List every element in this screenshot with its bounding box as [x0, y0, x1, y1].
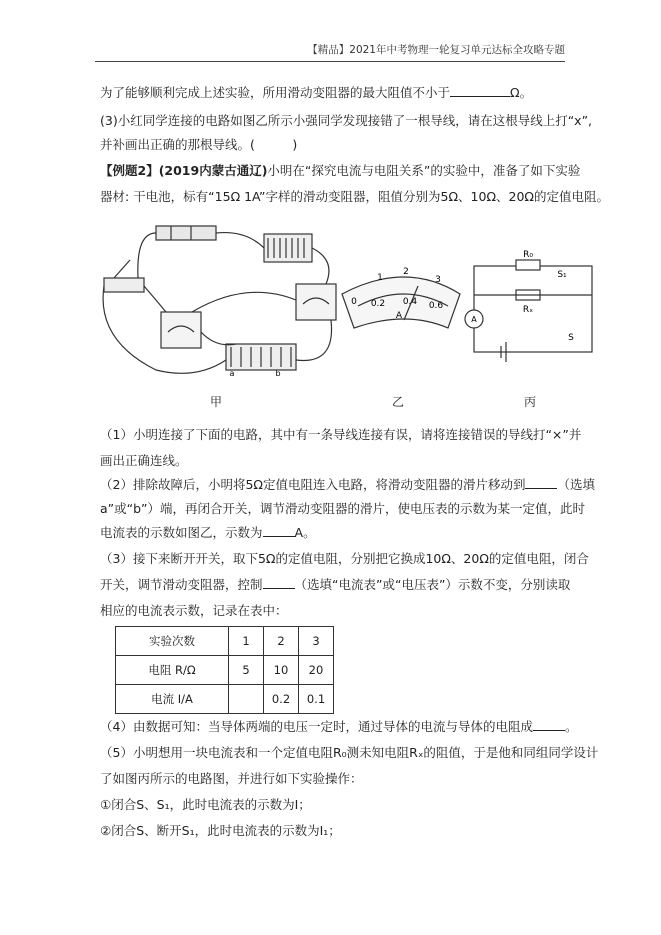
text-span: （4）由数据可知：当导体两端的电压一定时，通过导体的电流与导体的电阻成	[100, 719, 533, 734]
question-2b: a”或“b”）端，再闭合开关，调节滑动变阻器的滑片，使电压表的示数为某一定值，此时	[100, 501, 586, 516]
text-span: Ω。	[510, 85, 533, 100]
text-span: 小明在“探究电流与电阻关系”的实验中，准备了如下实验	[267, 163, 581, 178]
battery-icon	[156, 226, 216, 240]
dial-tick-bottom-3: 0.6	[428, 301, 444, 311]
label-ammeter: A	[471, 315, 477, 324]
dial-tick-bottom-0: 0	[351, 297, 357, 307]
answer-blank	[525, 476, 557, 489]
answer-blank	[450, 84, 510, 97]
question-3c: 相应的电流表示数，记录在表中：	[100, 603, 288, 618]
table-cell: 3	[299, 627, 334, 656]
example-line	[100, 162, 580, 180]
question-2c	[100, 524, 316, 542]
text-span: （2）排除故障后，小明将5Ω定值电阻连入电路，将滑动变阻器的滑片移动到	[100, 477, 526, 492]
question-5a: （5）小明想用一块电流表和一个定值电阻R₀测未知电阻Rₓ的阻值，于是他和同组同学设计	[100, 745, 599, 760]
text-span: 。	[564, 719, 578, 734]
table-cell: 10	[264, 656, 299, 685]
text-line-1	[100, 84, 532, 102]
voltmeter-icon	[296, 284, 336, 320]
answer-blank	[533, 718, 565, 731]
figure-label-yi: 乙	[392, 395, 405, 409]
text-line-2: (3)小红同学连接的电路如图乙所示小强同学发现接错了一根导线，请在这根导线上打“x”,	[100, 113, 593, 128]
switch-icon	[104, 278, 144, 292]
label-rx: Rₓ	[522, 305, 534, 315]
step-1: ①闭合S、S₁，此时电流表的示数为I；	[100, 797, 311, 812]
table-cell: 0.1	[299, 685, 334, 714]
step-2: ②闭合S、断开S₁，此时电流表的示数为I₁；	[100, 823, 341, 838]
table-row	[116, 656, 334, 685]
figure-label-jia: 甲	[210, 395, 223, 409]
question-5b: 了如图丙所示的电路图，并进行如下实验操作：	[100, 771, 363, 786]
text-span: （选填	[557, 477, 595, 492]
dial-tick-top-2: 2	[403, 267, 409, 277]
dial-tick-bottom-2: 0.4	[402, 297, 418, 307]
text-span: A。	[294, 525, 316, 540]
table-cell: 20	[299, 656, 334, 685]
text-line-3: 并补画出正确的那根导线。( )	[100, 137, 298, 152]
table-cell: 电流 I/A	[116, 685, 229, 714]
table-cell	[229, 685, 264, 714]
label-s: S	[568, 333, 574, 343]
text-line-5: 器材: 干电池，标有“15Ω 1A”字样的滑动变阻器，阻值分别为5Ω、10Ω、20Ω的定值电阻。	[100, 189, 609, 204]
table-row	[116, 627, 334, 656]
dial-tick-top-3: 3	[435, 275, 441, 285]
table-cell: 实验次数	[116, 627, 229, 656]
text-span: 电流表的示数如图乙，示数为	[100, 525, 263, 540]
label-b: b	[275, 369, 281, 378]
figure-label-bing: 丙	[524, 395, 537, 409]
table-row	[116, 685, 334, 714]
text-span: 为了能够顺利完成上述实验，所用滑动变阻器的最大阻值不小于	[100, 85, 451, 100]
answer-blank	[263, 576, 295, 589]
table-cell: 2	[264, 627, 299, 656]
label-r0: R₀	[523, 250, 533, 260]
table-cell: 电阻 R/Ω	[116, 656, 229, 685]
label-s1: S₁	[557, 270, 567, 280]
table-cell: 0.2	[264, 685, 299, 714]
table-cell: 5	[229, 656, 264, 685]
question-3b	[100, 576, 570, 594]
text-span: 开关，调节滑动变阻器，控制	[100, 577, 263, 592]
question-1b: 画出正确连线。	[100, 453, 188, 468]
table-cell: 1	[229, 627, 264, 656]
rheostat-top-icon	[264, 234, 312, 262]
question-1a: （1）小明连接了下面的电路，其中有一条导线连接有误，请将连接错误的导线打“×”并	[100, 427, 582, 442]
example-tag: 【例题2】(2019内蒙古通辽)	[100, 163, 268, 178]
question-3a: （3）接下来断开开关，取下5Ω的定值电阻，分别把它换成10Ω、20Ω的定值电阻，闭合	[100, 551, 589, 566]
ammeter-icon	[161, 312, 201, 348]
circuit-figure	[96, 220, 604, 415]
answer-blank	[263, 524, 295, 537]
question-2a	[100, 476, 595, 494]
dial-tick-bottom-1: 0.2	[370, 299, 386, 309]
page-header: 【精品】2021年中考物理一轮复习单元达标全攻略专题	[95, 42, 565, 62]
question-4	[100, 718, 577, 736]
data-table	[115, 626, 334, 714]
label-a: a	[229, 369, 235, 378]
dial-unit: A	[395, 311, 403, 321]
text-span: （选填“电流表”或“电压表”）示数不变，分别读取	[294, 577, 571, 592]
dial-tick-top-1: 1	[377, 273, 383, 283]
